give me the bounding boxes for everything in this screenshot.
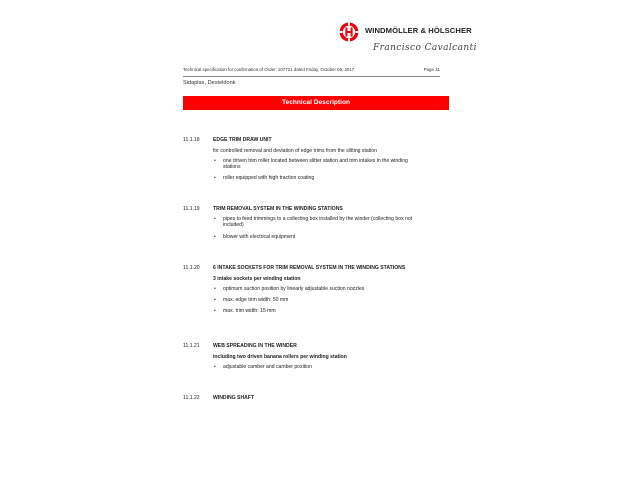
header-divider [183, 76, 440, 77]
wh-logo-icon [339, 22, 359, 42]
section-title: EDGE TRIM DRAW UNIT [213, 137, 272, 143]
bullet-list [213, 286, 453, 315]
section-description: 3 intake sockets per winding station [213, 276, 301, 282]
company-name: WINDMÖLLER & HÖLSCHER [365, 26, 472, 35]
section-title: TRIM REMOVAL SYSTEM IN THE WINDING STATIONS [213, 206, 343, 212]
list-item: • blower with electrical equipment [214, 233, 296, 240]
company-logo [339, 22, 479, 58]
section-title: WEB SPREADING IN THE WINDER [213, 343, 297, 349]
customer-name: Sidaplax, Desteldonk [183, 80, 236, 86]
section-number: 11.1.18 [183, 137, 200, 143]
title-banner: Technical Description [183, 96, 449, 110]
list-item: • optimum suction position by linearly adjustable suction nozzles [214, 285, 365, 292]
section-11-1-21 [183, 343, 453, 375]
spec-header [183, 67, 440, 72]
bullet-icon: • [214, 233, 216, 240]
bullet-icon: • [214, 308, 216, 315]
section-description: including two driven banana rollers per winding station [213, 354, 347, 360]
bullet-icon: • [214, 157, 216, 164]
section-11-1-22 [183, 395, 453, 402]
section-description: for controlled removal and deviation of edge trims from the slitting station [213, 148, 377, 154]
bullet-icon: • [214, 285, 216, 292]
list-item: • pipes to feed trimmings to a collecting box installed by the winder (collecting box not included) [214, 216, 413, 229]
list-item: • roller equipped with high traction coating [214, 175, 315, 182]
bullet-list [213, 158, 453, 182]
list-item: • adjustable camber and camber position [214, 363, 312, 370]
section-number: 11.1.19 [183, 206, 200, 212]
page-number: Page 31 [423, 67, 440, 72]
bullet-icon: • [214, 175, 216, 182]
section-11-1-20 [183, 265, 453, 320]
bullet-icon: • [214, 216, 216, 222]
section-number: 11.1.21 [183, 343, 200, 349]
bullet-icon: • [214, 363, 216, 370]
list-item: • max. trim width: 15 mm [214, 308, 276, 315]
section-number: 11.1.20 [183, 265, 200, 271]
spec-line: Technical specification for confirmation of Order: 107721 dated Friday, October 06, 2017 [183, 67, 355, 72]
bullet-icon: • [214, 296, 216, 303]
bullet-list [213, 364, 453, 370]
list-item: • max. edge trim width: 50 mm [214, 296, 289, 303]
signature: Francisco Cavalcanti [373, 43, 477, 53]
section-number: 11.1.22 [183, 395, 200, 401]
section-title: 6 INTAKE SOCKETS FOR TRIM REMOVAL SYSTEM IN THE WINDING STATIONS [213, 265, 406, 271]
bullet-list [213, 216, 453, 240]
section-11-1-18 [183, 137, 453, 187]
section-title: WINDING SHAFT [213, 395, 255, 401]
list-item: • one driven trim roller located between slitter station and trim intakes in the winding stations [214, 157, 408, 170]
section-11-1-19 [183, 206, 453, 245]
